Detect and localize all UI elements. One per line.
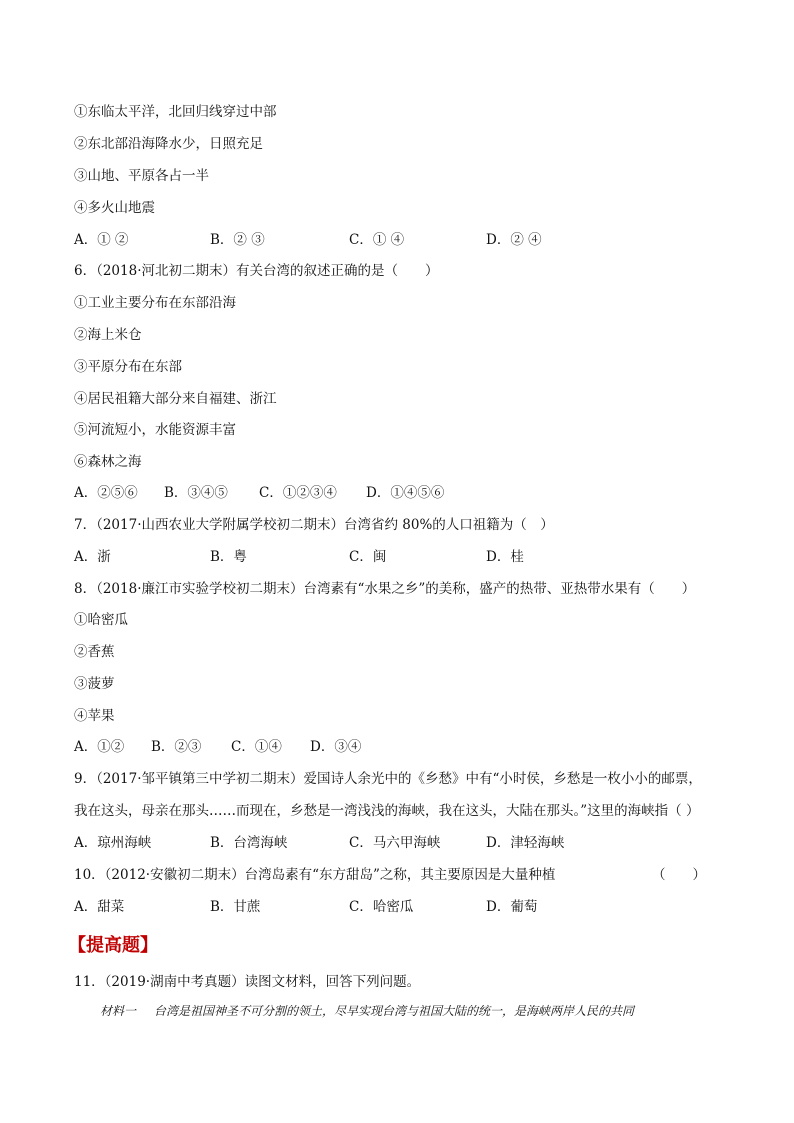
q10-option-a: A．甜菜 bbox=[74, 899, 125, 915]
q5-option-c: C．① ④ bbox=[349, 232, 405, 248]
q9-stem-line-1: 9．（2017·邹平镇第三中学初二期末）爱国诗人余光中的《乡愁》中有“小时侯，乡愁是一枚小小的邮票， bbox=[74, 771, 702, 787]
q8-option-c: C．①④ bbox=[231, 739, 282, 755]
q8-stem: 8．（2018·廉江市实验学校初二期末）台湾素有“水果之乡”的美称，盛产的热带、亚热带水果有（ ） bbox=[74, 581, 696, 597]
q8-option-d: D．③④ bbox=[310, 739, 362, 755]
q6-option-b: B．③④⑤ bbox=[164, 485, 228, 501]
q6-item-3: ③平原分布在东部 bbox=[74, 359, 182, 375]
q8-option-a: A．①② bbox=[74, 739, 125, 755]
q6-item-4: ④居民祖籍大部分来自福建、浙江 bbox=[74, 391, 277, 407]
section-bracket-open: 【 bbox=[68, 935, 86, 956]
q9-option-c: C．马六甲海峡 bbox=[349, 835, 441, 851]
q7-option-a: A．浙 bbox=[74, 549, 111, 565]
q11-material-1 bbox=[100, 1003, 634, 1019]
q6-option-c: C．①②③④ bbox=[259, 485, 337, 501]
q9-option-a: A．琼州海峡 bbox=[74, 835, 152, 851]
q9-option-b: B．台湾海峡 bbox=[210, 835, 288, 851]
q8-item-3: ③菠萝 bbox=[74, 676, 115, 692]
q10-option-c: C．哈密瓜 bbox=[349, 899, 414, 915]
q5-option-a: A．① ② bbox=[74, 232, 129, 248]
q5-item-2: ②东北部沿海降水少，日照充足 bbox=[74, 136, 263, 152]
q10-stem: 10．（2012·安徽初二期末）台湾岛素有“东方甜岛”之称，其主要原因是大量种植 bbox=[74, 867, 556, 883]
q6-option-d: D．①④⑤⑥ bbox=[366, 485, 445, 501]
q11-stem: 11．（2019·湖南中考真题）读图文材料，回答下列问题。 bbox=[74, 974, 421, 990]
q6-item-5: ⑤河流短小，水能资源丰富 bbox=[74, 422, 236, 438]
q7-option-d: D．桂 bbox=[486, 549, 524, 565]
section-bracket-close: 】 bbox=[140, 935, 158, 956]
q6-option-a: A．②⑤⑥ bbox=[74, 485, 138, 501]
q8-item-1: ①哈密瓜 bbox=[74, 612, 128, 628]
q11-material-text: 台湾是祖国神圣不可分割的领土，尽早实现台湾与祖国大陆的统一，是海峡两岸人民的共同 bbox=[154, 1004, 635, 1018]
q7-stem: 7．（2017·山西农业大学附属学校初二期末）台湾省约 80%的人口祖籍为（ ） bbox=[74, 517, 554, 533]
q7-option-b: B．粤 bbox=[210, 549, 247, 565]
q6-item-6: ⑥森林之海 bbox=[74, 454, 142, 470]
q8-item-2: ②香蕉 bbox=[74, 644, 115, 660]
q9-stem-line-2: 我在这头，母亲在那头……而现在，乡愁是一湾浅浅的海峡，我在这头，大陆在那头。”这里的海峡指（ ） bbox=[74, 803, 700, 819]
q6-item-2: ②海上米仓 bbox=[74, 327, 142, 343]
q10-option-d: D．葡萄 bbox=[486, 899, 538, 915]
q11-material-label: 材料一 bbox=[100, 1004, 137, 1018]
q8-option-b: B．②③ bbox=[151, 739, 202, 755]
q5-item-3: ③山地、平原各占一半 bbox=[74, 168, 209, 184]
q5-option-b: B．② ③ bbox=[210, 232, 265, 248]
q9-option-d: D．津轻海峡 bbox=[486, 835, 565, 851]
q6-item-1: ①工业主要分布在东部沿海 bbox=[74, 295, 236, 311]
q8-item-4: ④苹果 bbox=[74, 708, 115, 724]
q5-item-4: ④多火山地震 bbox=[74, 200, 155, 216]
section-heading bbox=[68, 931, 158, 957]
section-title: 提高题 bbox=[86, 935, 140, 956]
q6-stem: 6．（2018·河北初二期末）有关台湾的叙述正确的是（ ） bbox=[74, 263, 439, 279]
q5-option-d: D．② ④ bbox=[486, 232, 542, 248]
q10-option-b: B．甘蔗 bbox=[210, 899, 261, 915]
q5-item-1: ①东临太平洋，北回归线穿过中部 bbox=[74, 104, 277, 120]
q7-option-c: C．闽 bbox=[349, 549, 387, 565]
q10-answer-paren: （ ） bbox=[652, 867, 706, 883]
